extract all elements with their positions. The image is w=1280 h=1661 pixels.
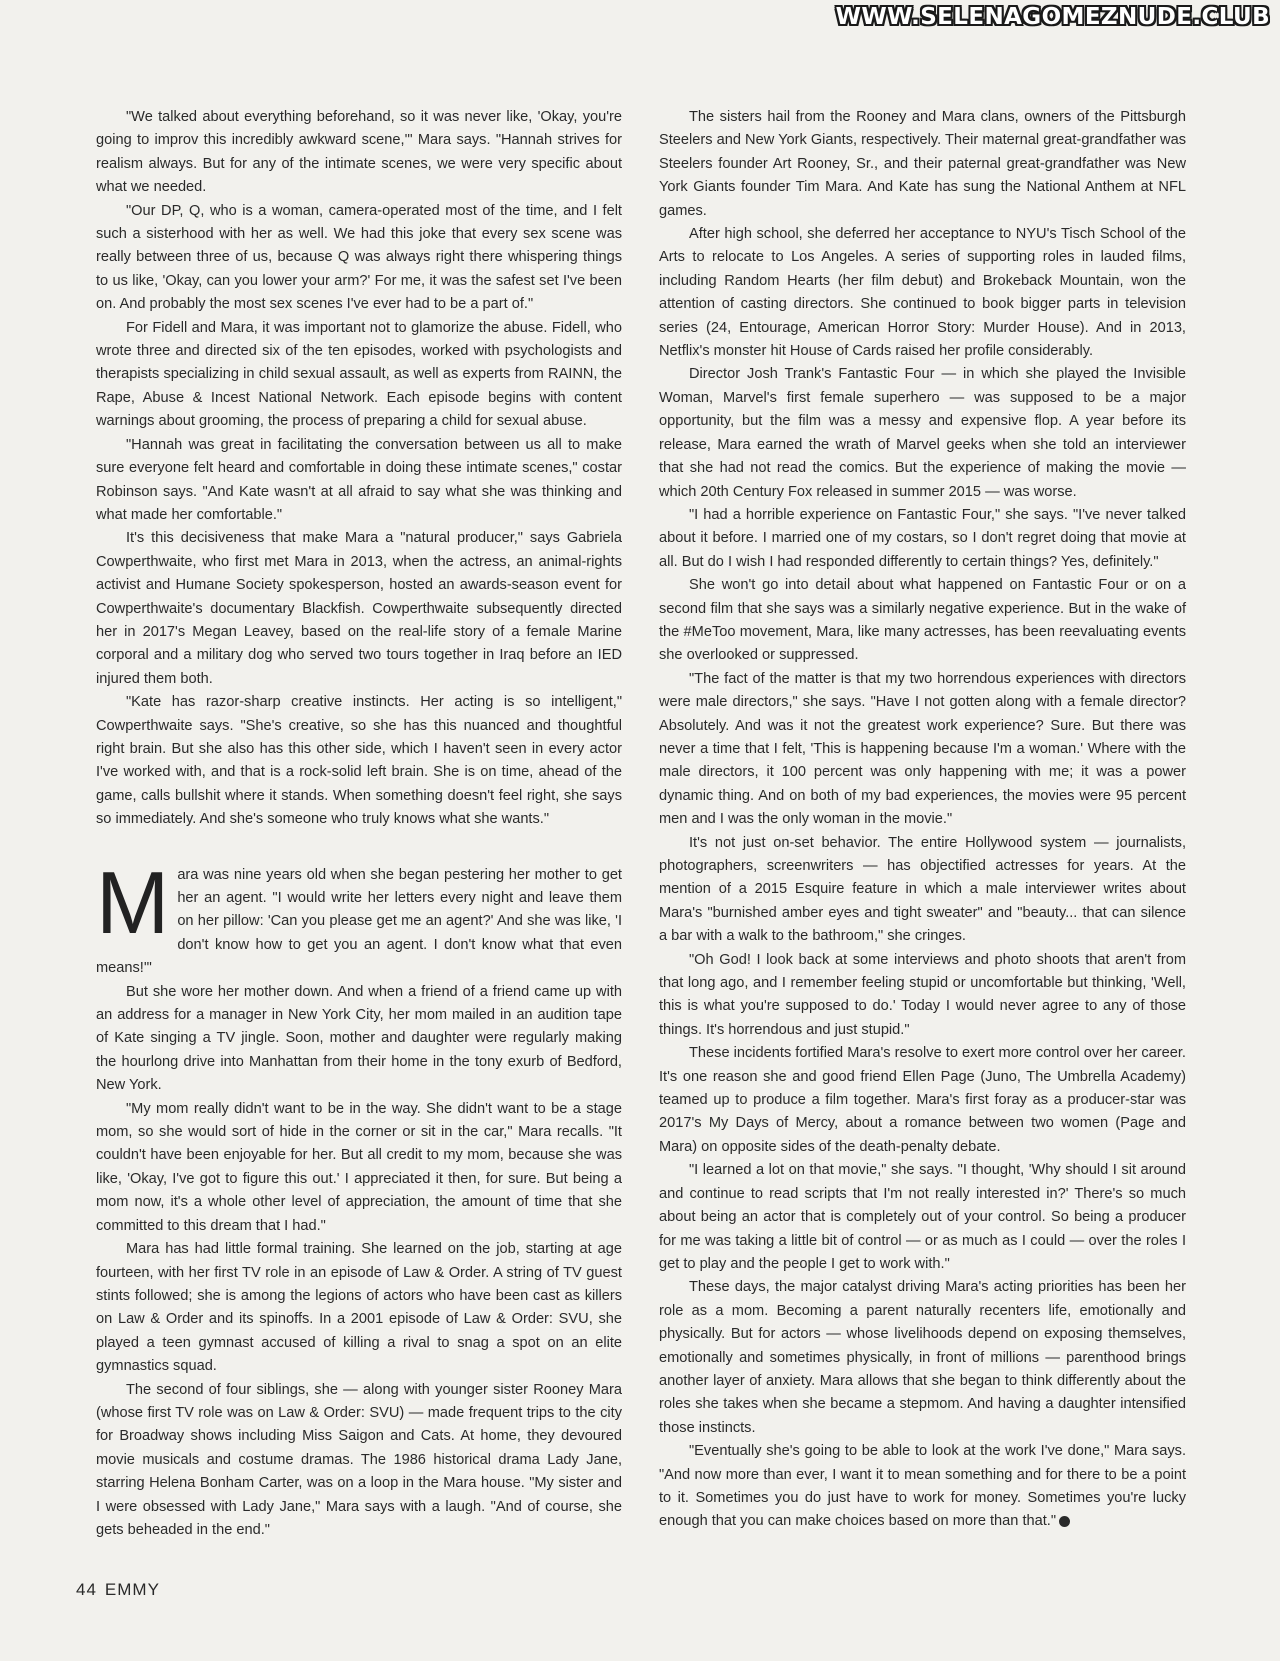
page-number: 44 (76, 1580, 97, 1599)
paragraph: But she wore her mother down. And when a friend of a friend came up with an address for a manager in New York City, her mom mailed in an audition tape of Kate singing a TV jingle. Soon, mother and daughter were regularly making the hourlong drive into Manhattan from their home in the tony exurb of Bedford, New York. (96, 983, 622, 1094)
paragraph: Director Josh Trank's Fantastic Four — in which she played the Invisible Woman, Marvel's first female superhero — was supposed to be a major opportunity, but the film was a messy and expensive flop. A year before its release, Mara earned the wrath of Marvel geeks when she told an interviewer that she had not read the comics. But the experience of making the movie — which 20th Century Fox released in summer 2015 — was worse. (659, 366, 1186, 500)
watermark: WWW.SELENAGOMEZNUDE.CLUB (835, 4, 1270, 30)
paragraph: "I learned a lot on that movie," she says. "I thought, 'Why should I sit around and continue to read scripts that I'm not really interested in?' There's so much about being an actor that is completely out of your control. So being a producer for me was taking a little bit of control — or as much as I could — over the roles I get to play and the people I get to work with." (659, 1162, 1186, 1272)
paragraph: "Oh God! I look back at some interviews and photo shoots that aren't from that long ago, and I remember feeling stupid or uncomfortable but thinking, 'Well, this is what you're supposed to do.' Today I would never agree to any of those things. It's horrendous and just stupid." (659, 951, 1186, 1038)
last-paragraph (659, 1440, 1186, 1534)
dropcap-paragraph-text: ara was nine years old when she began pestering her mother to get her an agent. "I would write her letters every night and leave them on her pillow: 'Can you please get me an agent?' And she was like, 'I don't know how to get you an agent. I don't know what that even means!'" (96, 866, 622, 977)
paragraph: These incidents fortified Mara's resolve to exert more control over her career. It's one reason she and good friend Ellen Page (Juno, The Umbrella Academy) teamed up to produce a film together. Mara's first foray as a producer-star was 2017's My Days of Mercy, about a romance between two women (Page and Mara) on opposite sides of the death-penalty debate. (659, 1045, 1186, 1155)
magazine-name: EMMY (104, 1580, 160, 1599)
end-mark-icon: ⊗ (1059, 1516, 1070, 1527)
dropcap-paragraph (96, 852, 622, 981)
paragraph: "The fact of the matter is that my two horrendous experiences with directors were male directors," she says. "Have I not gotten along with a female director? Absolutely. And was it not the greatest work experience? Sure. But there was never a time that I felt, 'This is happening because I'm a woman.' Where with the male directors, it 100 percent was only happening with me; it was a power dynamic thing. And on both of my bad experiences, the movies were 95 percent men and I was the only woman in the movie." (659, 670, 1186, 828)
last-paragraph-text: "Eventually she's going to be able to look at the work I've done," Mara says. "And now more than ever, I want it to mean something and for there to be a point to it. Sometimes you do just have to work for money. Sometimes you're lucky enough that you can make choices based on more than that." (659, 1443, 1186, 1530)
article-column-left (96, 106, 622, 1542)
paragraph: "My mom really didn't want to be in the way. She didn't want to be a stage mom, so she would sort of hide in the corner or sit in the car," Mara recalls. "It couldn't have been enjoyable for her. But all credit to my mom, because she was like, 'Okay, I've got to figure this out.' I appreciated it then, for sure. But being a mom now, it's a whole other level of appreciation, the amount of time that she committed to this dream that I had." (96, 1100, 622, 1234)
paragraph: The second of four siblings, she — along with younger sister Rooney Mara (whose first TV role was on Law & Order: SVU) — made frequent trips to the city for Broadway shows including Miss Saigon and Cats. At home, they devoured movie musicals and costume dramas. The 1986 historical drama Lady Jane, starring Helena Bonham Carter, was on a loop in the Mara house. "My sister and I were obsessed with Lady Jane," Mara says with a laugh. "And of course, she gets beheaded in the end." (96, 1381, 622, 1538)
drop-cap: M (96, 852, 170, 952)
paragraph: She won't go into detail about what happened on Fantastic Four or on a second film that she says was a similarly negative experience. But in the wake of the #MeToo movement, Mara, like many actresses, has been reevaluating events she overlooked or suppressed. (659, 577, 1186, 664)
paragraph: These days, the major catalyst driving Mara's acting priorities has been her role as a mom. Becoming a parent naturally recenters life, emotionally and physically. But for actors — whose livelihoods depend on exposing themselves, emotionally and sometimes physically, in front of millions — parenthood brings another layer of anxiety. Mara allows that she began to think differently about the roles she takes when she became a stepmom. And having a daughter intensified those instincts. (659, 1279, 1186, 1436)
paragraph: "We talked about everything beforehand, so it was never like, 'Okay, you're going to improv this incredibly awkward scene,'" Mara says. "Hannah strives for realism always. But for any of the intimate scenes, we were very specific about what we needed. (96, 109, 622, 196)
paragraph: "I had a horrible experience on Fantastic Four," she says. "I've never talked about it before. I married one of my costars, so I don't regret doing that movie at all. But do I wish I had responded differently to certain things? Yes, definitely." (659, 506, 1186, 570)
paragraph: "Hannah was great in facilitating the conversation between us all to make sure everyone felt heard and comfortable in doing these intimate scenes," costar Robinson says. "And Kate wasn't at all afraid to say what she was thinking and what made her comfortable." (96, 436, 622, 523)
paragraph: After high school, she deferred her acceptance to NYU's Tisch School of the Arts to relocate to Los Angeles. A series of supporting roles in lauded films, including Random Hearts (her film debut) and Brokeback Mountain, won the attention of casting directors. She continued to book bigger parts in television series (24, Entourage, American Horror Story: Murder House). And in 2013, Netflix's monster hit House of Cards raised her profile considerably. (659, 226, 1186, 360)
paragraph: "Our DP, Q, who is a woman, camera-operated most of the time, and I felt such a sisterhood with her as well. We had this joke that every sex scene was really between three of us, because Q was always right there whispering things to us like, 'Okay, can you lower your arm?' For me, it was the safest set I've been on. And probably the most sex scenes I've ever had to be a part of." (96, 202, 622, 313)
paragraph: It's this decisiveness that make Mara a "natural producer," says Gabriela Cowperthwaite, who first met Mara in 2013, when the actress, an animal-rights activist and Humane Society spokesperson, hosted an awards-season event for Cowperthwaite's documentary Blackfish. Cowperthwaite subsequently directed her in 2017's Megan Leavey, based on the real-life story of a female Marine corporal and a military dog who served two tours together in Iraq before an IED injured them both. (96, 530, 622, 687)
paragraph: The sisters hail from the Rooney and Mara clans, owners of the Pittsburgh Steelers and New York Giants, respectively. Their maternal great-grandfather was Steelers founder Art Rooney, Sr., and their paternal great-grandfather was New York Giants founder Tim Mara. And Kate has sung the National Anthem at NFL games. (659, 109, 1186, 219)
paragraph: It's not just on-set behavior. The entire Hollywood system — journalists, photographers, screenwriters — has objectified actresses for years. At the mention of a 2015 Esquire feature in which a male interviewer writes about Mara's "burnished amber eyes and tight sweater" and "beauty... that can silence a bar with a walk to the bathroom," she cringes. (659, 834, 1186, 945)
paragraph: "Kate has razor-sharp creative instincts. Her acting is so intelligent," Cowperthwaite says. "She's creative, so she has this nuanced and thoughtful right brain. But she also has this other side, which I haven't seen in every actor I've worked with, and that is a rock-solid left brain. She is on time, ahead of the game, calls bullshit where it stands. When something doesn't feel right, she says so immediately. And she's someone who truly knows what she wants." (96, 694, 622, 828)
article-column-right (659, 106, 1186, 1534)
paragraph: For Fidell and Mara, it was important not to glamorize the abuse. Fidell, who wrote three and directed six of the ten episodes, worked with psychologists and therapists specializing in child sexual assault, as well as experts from RAINN, the Rape, Abuse & Incest National Network. Each episode begins with content warnings about grooming, the process of preparing a child for sexual abuse. (96, 319, 622, 430)
paragraph: Mara has had little formal training. She learned on the job, starting at age fourteen, with her first TV role in an episode of Law & Order. A string of TV guest stints followed; she is among the legions of actors who have been cast as killers on Law & Order and its spinoffs. In a 2001 episode of Law & Order: SVU, she played a teen gymnast accused of killing a rival to snag a spot on an elite gymnastics squad. (96, 1241, 622, 1375)
page-footer (76, 1580, 160, 1600)
